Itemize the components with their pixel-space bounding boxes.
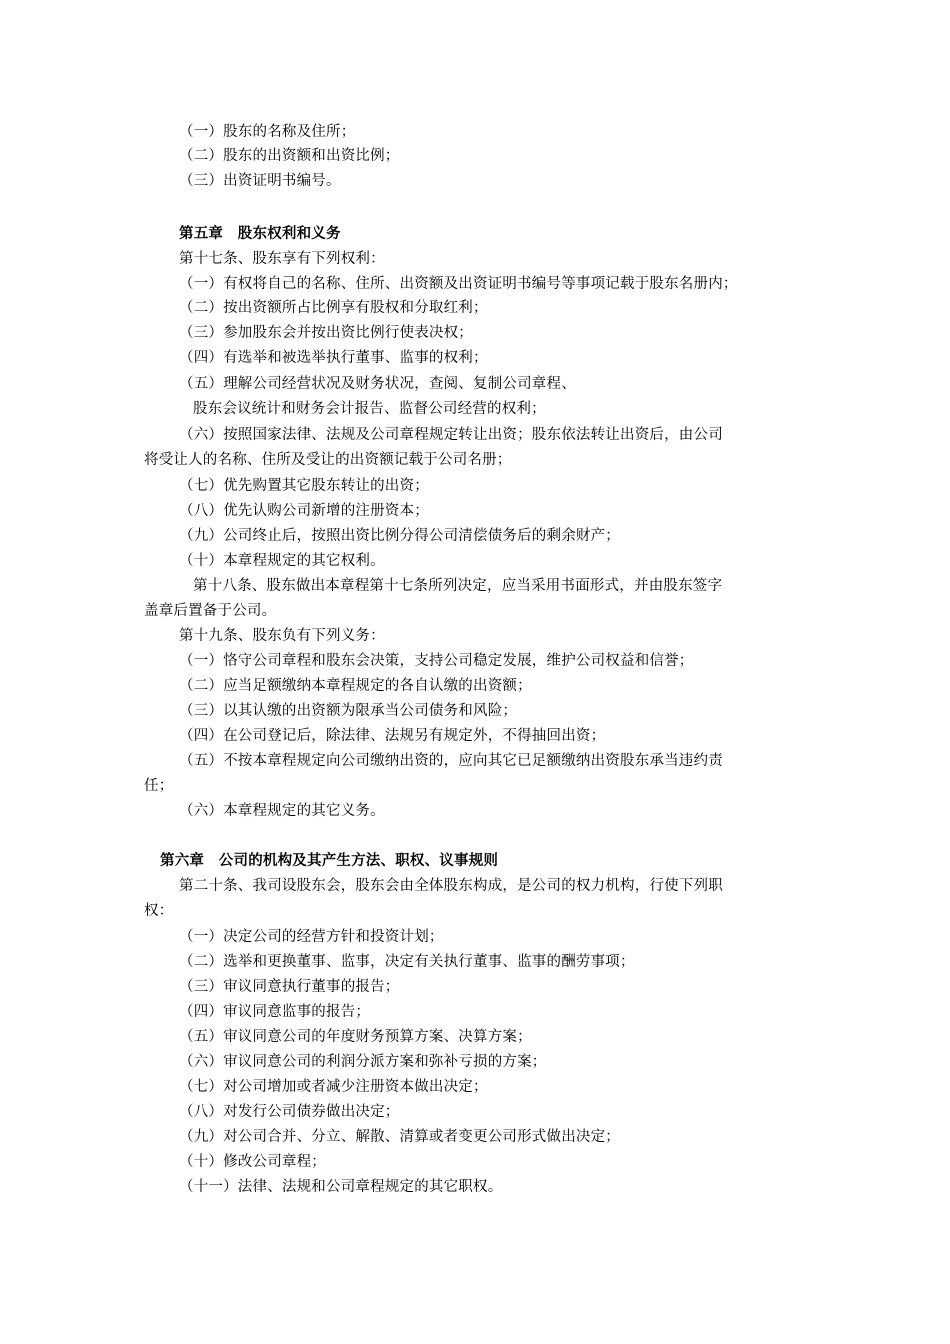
list-item: （七）对公司增加或者减少注册资本做出决定； <box>179 1079 488 1095</box>
article-paragraph-continuation: 权： <box>144 903 174 919</box>
chapter-heading: 第六章 公司的机构及其产生方法、职权、议事规则 <box>160 852 499 869</box>
list-item: （三）审议同意执行董事的报告； <box>179 979 400 995</box>
list-item: （十一）法律、法规和公司章程规定的其它职权。 <box>179 1179 503 1195</box>
list-item: （四）审议同意监事的报告； <box>179 1004 371 1020</box>
article-paragraph-continuation: 盖章后置备于公司。 <box>144 603 277 619</box>
list-item: （二）应当足额缴纳本章程规定的各自认缴的出资额； <box>179 678 532 694</box>
list-item: （四）有选举和被选举执行董事、监事的权利； <box>179 350 488 366</box>
list-item: （九）对公司合并、分立、解散、清算或者变更公司形式做出决定； <box>179 1129 620 1145</box>
list-item: （七）优先购置其它股东转让的出资； <box>179 478 429 494</box>
article-paragraph: 第二十条、我司设股东会，股东会由全体股东构成，是公司的权力机构，行使下列职 <box>179 878 723 894</box>
article-title: 第十九条、股东负有下列义务： <box>179 628 385 644</box>
list-item: （五）不按本章程规定向公司缴纳出资的，应向其它已足额缴纳出资股东承当违约责 <box>179 753 723 769</box>
list-item: （九）公司终止后，按照出资比例分得公司清偿债务后的剩余财产； <box>179 528 620 544</box>
list-item: （一）恪守公司章程和股东会决策，支持公司稳定发展，维护公司权益和信誉； <box>179 653 694 669</box>
chapter-heading: 第五章 股东权利和义务 <box>179 225 341 242</box>
list-item: （一）有权将自己的名称、住所、出资额及出资证明书编号等事项记载于股东名册内； <box>179 276 738 292</box>
list-item: （十）修改公司章程； <box>179 1154 326 1170</box>
article-title: 第十七条、股东享有下列权利： <box>179 251 385 267</box>
list-item: （三）以其认缴的出资额为限承当公司债务和风险； <box>179 703 518 719</box>
article-paragraph: 第十八条、股东做出本章程第十七条所列决定，应当采用书面形式，并由股东签字 <box>193 578 723 594</box>
list-item: （十）本章程规定的其它权利。 <box>179 553 385 569</box>
list-item-continuation: 股东会议统计和财务会计报告、监督公司经营的权利； <box>193 401 546 417</box>
list-item: （三）出资证明书编号。 <box>179 173 341 189</box>
list-item: （五）审议同意公司的年度财务预算方案、决算方案； <box>179 1029 532 1045</box>
list-item: （一）决定公司的经营方针和投资计划； <box>179 929 444 945</box>
list-item: （四）在公司登记后，除法律、法规另有规定外，不得抽回出资； <box>179 728 606 744</box>
list-item: （三）参加股东会并按出资比例行使表决权； <box>179 325 473 341</box>
list-item: （二）选举和更换董事、监事，决定有关执行董事、监事的酬劳事项； <box>179 954 635 970</box>
list-item: （二）按出资额所占比例享有股权和分取红利； <box>179 300 488 316</box>
list-item: （六）按照国家法律、法规及公司章程规定转让出资；股东依法转让出资后，由公司 <box>179 427 723 443</box>
list-item-continuation: 将受让人的名称、住所及受让的出资额记载于公司名册； <box>144 452 512 468</box>
list-item: （六）本章程规定的其它义务。 <box>179 803 385 819</box>
list-item: （八）对发行公司债券做出决定； <box>179 1104 400 1120</box>
list-item-continuation: 任； <box>144 778 174 794</box>
list-item: （八）优先认购公司新增的注册资本； <box>179 503 429 519</box>
list-item: （一）股东的名称及住所； <box>179 124 356 140</box>
list-item: （五）理解公司经营状况及财务状况，查阅、复制公司章程、 <box>179 376 576 392</box>
list-item: （二）股东的出资额和出资比例； <box>179 148 400 164</box>
list-item: （六）审议同意公司的利润分派方案和弥补亏损的方案； <box>179 1054 547 1070</box>
